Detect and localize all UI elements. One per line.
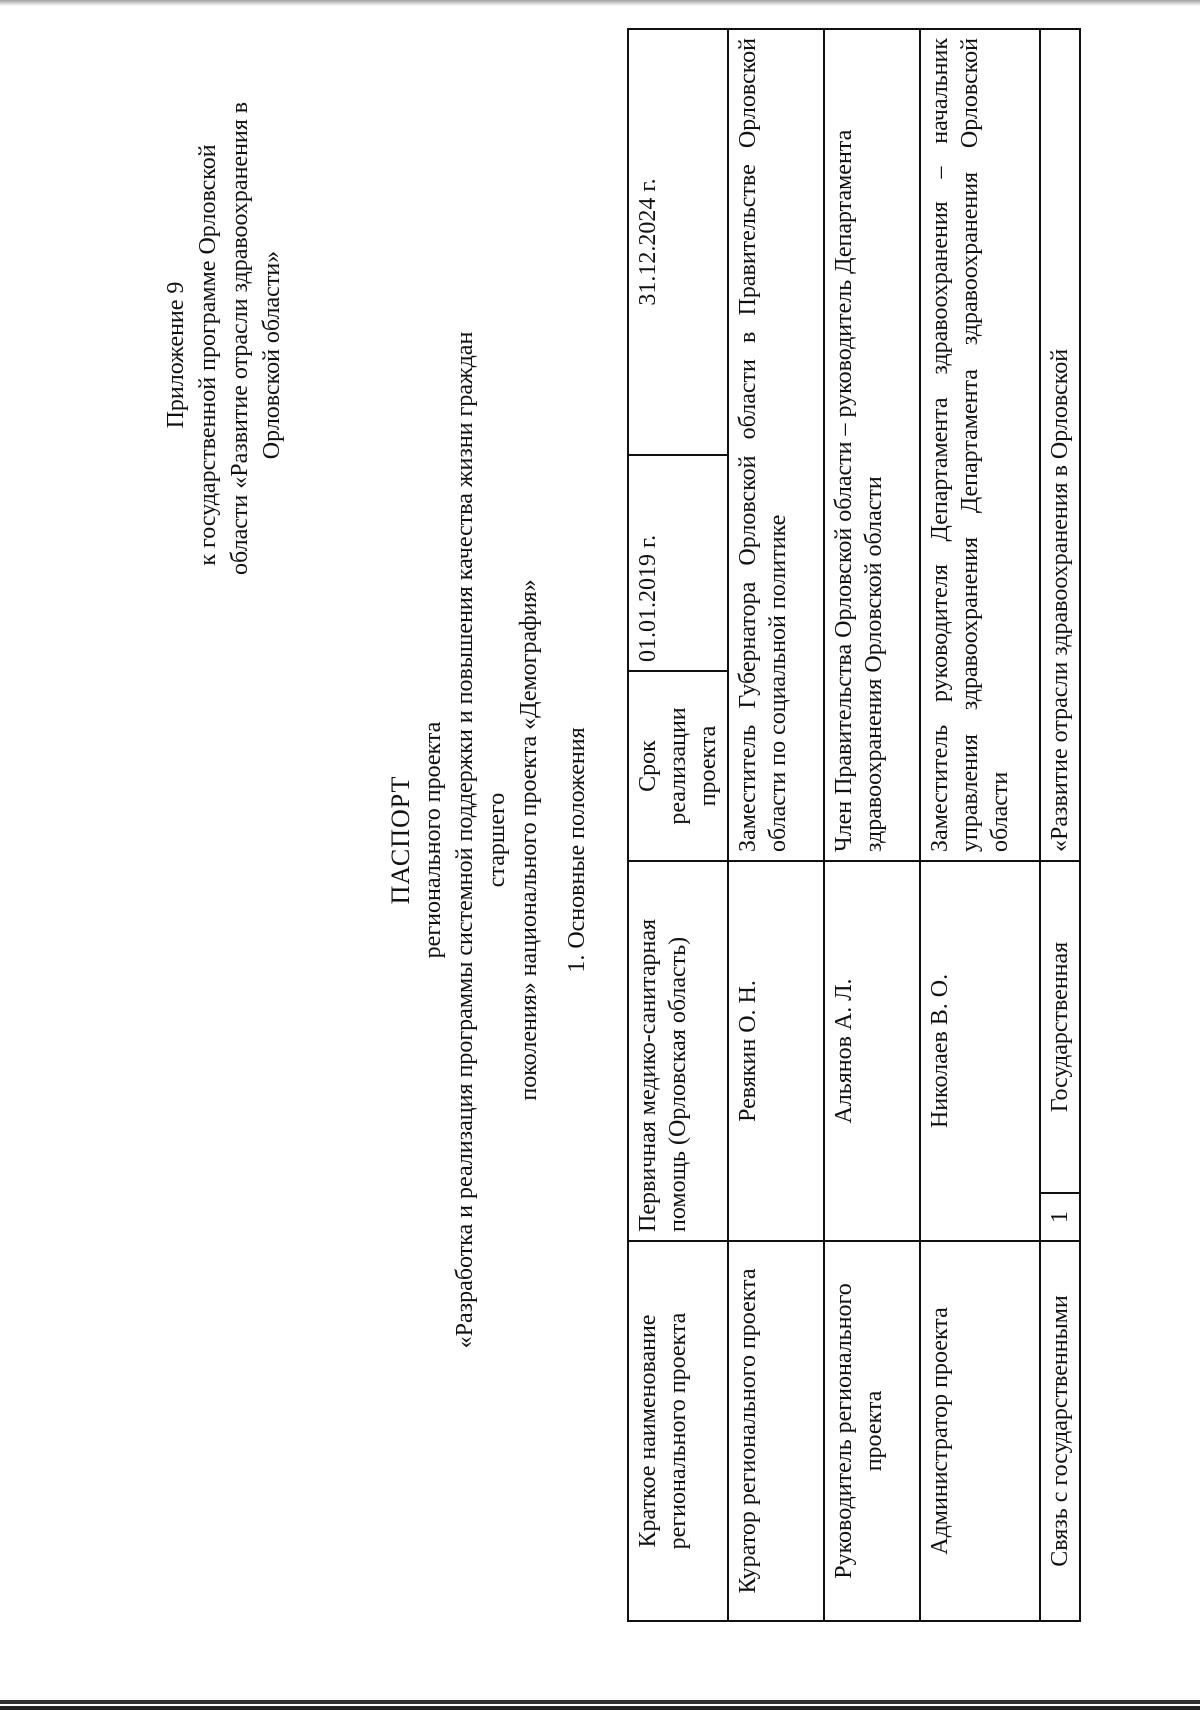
cell-short-name-value: Первичная медико-санитарная помощь (Орловская область) [628, 861, 728, 1241]
cell-link-program-name: «Развитие отрасли здравоохранения в Орловской [1040, 29, 1080, 861]
document-title [385, 300, 545, 1380]
table-row [920, 29, 1040, 1621]
appendix-line-3: области «Развитие отрасли здравоохранения в [227, 101, 253, 575]
cell-term-start: 01.01.2019 г. [628, 455, 728, 671]
cell-term-label: Срок реализации проекта [628, 671, 728, 861]
appendix-line-1: Приложение 9 [163, 281, 189, 429]
main-provisions-table [627, 28, 1081, 1622]
table-row [628, 29, 728, 1621]
table-row [824, 29, 920, 1621]
cell-curator-position: Заместитель Губернатора Орловской области в Правительстве Орловской области по социальной политике [728, 29, 824, 861]
table-row [1040, 29, 1080, 1621]
section-title: 1. Основные положения [564, 727, 590, 973]
cell-term-end: 31.12.2024 г. [628, 29, 728, 455]
cell-head-label: Руководитель регионального проекта [824, 1241, 920, 1621]
appendix-note [160, 101, 288, 575]
cell-admin-position: Заместитель руководителя Департамента здравоохранения – начальник управления здравоохранения Департамента здравоохранения Орловской области [920, 29, 1040, 861]
cell-link-program: Государственная [1040, 861, 1080, 1193]
appendix-line-2: к государственной программе Орловской [195, 144, 221, 566]
cell-link-label: Связь с государственными [1040, 1241, 1080, 1621]
cell-admin-person: Николаев В. О. [920, 861, 1040, 1241]
cell-link-number: 1 [1040, 1193, 1080, 1241]
cell-curator-label: Куратор регионального проекта [728, 1241, 824, 1621]
cell-curator-person: Ревякин О. Н. [728, 861, 824, 1241]
title-subtitle: регионального проекта [420, 721, 446, 959]
appendix-line-4: Орловской области» [259, 250, 285, 460]
table-row [728, 29, 824, 1621]
cell-short-name-label: Краткое наименование регионального проекта [628, 1241, 728, 1621]
cell-head-person: Альянов А. Л. [824, 861, 920, 1241]
title-passport: ПАСПОРТ [386, 775, 415, 905]
cell-head-position: Член Правительства Орловской области – руководитель Департамента здравоохранения Орловской области [824, 29, 920, 861]
cell-admin-label: Администратор проекта [920, 1241, 1040, 1621]
title-project-name-2: поколения» национального проекта «Демография» [516, 579, 542, 1101]
title-project-name-1: «Разработка и реализация программы системной поддержки и повышения качества жизни граждан старшего [452, 331, 510, 1349]
